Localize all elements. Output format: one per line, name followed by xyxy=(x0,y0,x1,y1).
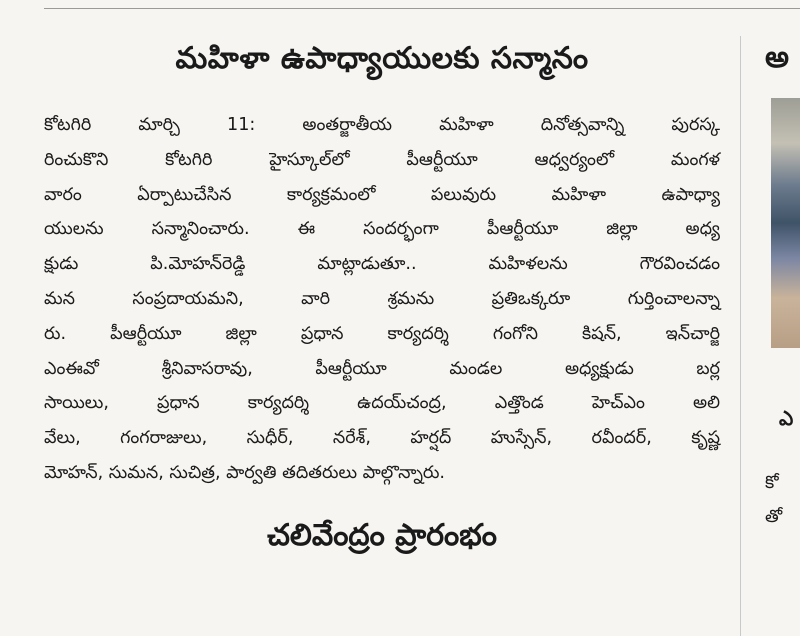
article-line-1: కోటగిరి మార్చి 11: అంతర్జాతీయ మహిళా దినోత్సవాన్ని పురస్క xyxy=(44,115,720,135)
side-column xyxy=(741,0,800,636)
article-line-3: వారం ఏర్పాటుచేసిన కార్యక్రమంలో పలువురు మహిళా ఉపాధ్యా xyxy=(44,184,720,205)
article-line-11: మోహన్‌, సుమన, సుచిత్ర, పార్వతి తదితరులు పాల్గొన్నారు. xyxy=(44,462,446,483)
top-rule xyxy=(44,8,800,9)
article-line-2: రించుకొని కోటగిరి హైస్కూల్‌లో పీఆర్టీయూ ఆధ్వర్యంలో మంగళ xyxy=(44,149,720,170)
article-line-8: ఎంఈవో శ్రీనివాసరావు, పీఆర్టీయూ మండల అధ్యక్షుడు బర్ల xyxy=(44,358,720,379)
article-line-4: యులను సన్మానించారు. ఈ సందర్భంగా పీఆర్టీయూ జిల్లా అధ్య xyxy=(44,219,720,240)
article-line-5: క్షుడు పి.మోహన్‌రెడ్డి మాట్లాడుతూ.. మహిళలను గౌరవించడం xyxy=(44,254,720,275)
side-mark: ఎ xyxy=(779,406,794,430)
side-snippet-1: కో xyxy=(765,473,779,493)
article-line-6: మన సంప్రదాయమని, వారి శ్రమను ప్రతిఒక్కరూ గుర్తించాలన్నా xyxy=(44,288,720,309)
article-line-9: సాయిలు, ప్రధాన కార్యదర్శి ఉదయ్‌చంద్ర, ఎత్తొండ హెచ్‌ఎం అలి xyxy=(44,393,720,414)
article-line-10: వేలు, గంగరాజులు, సుధీర్‌, నరేశ్‌, హర్షద్‌ హుస్సేన్‌, రవీందర్‌, కృష్ణ xyxy=(44,428,720,449)
side-headline-fragment: అ xyxy=(765,40,789,75)
article-headline: మహిళా ఉపాధ్యాయులకు సన్మానం xyxy=(175,41,589,76)
next-article-headline: చలివేంద్రం ప్రారంభం xyxy=(267,517,497,553)
article-body xyxy=(44,108,720,491)
article-line-7: రు. పీఆర్టీయూ జిల్లా ప్రధాన కార్యదర్శి గంగోని కిషన్‌, ఇన్‌చార్జి xyxy=(44,323,720,344)
side-photo xyxy=(771,98,800,348)
side-snippet-2: తో xyxy=(765,507,783,527)
main-column xyxy=(44,20,720,559)
